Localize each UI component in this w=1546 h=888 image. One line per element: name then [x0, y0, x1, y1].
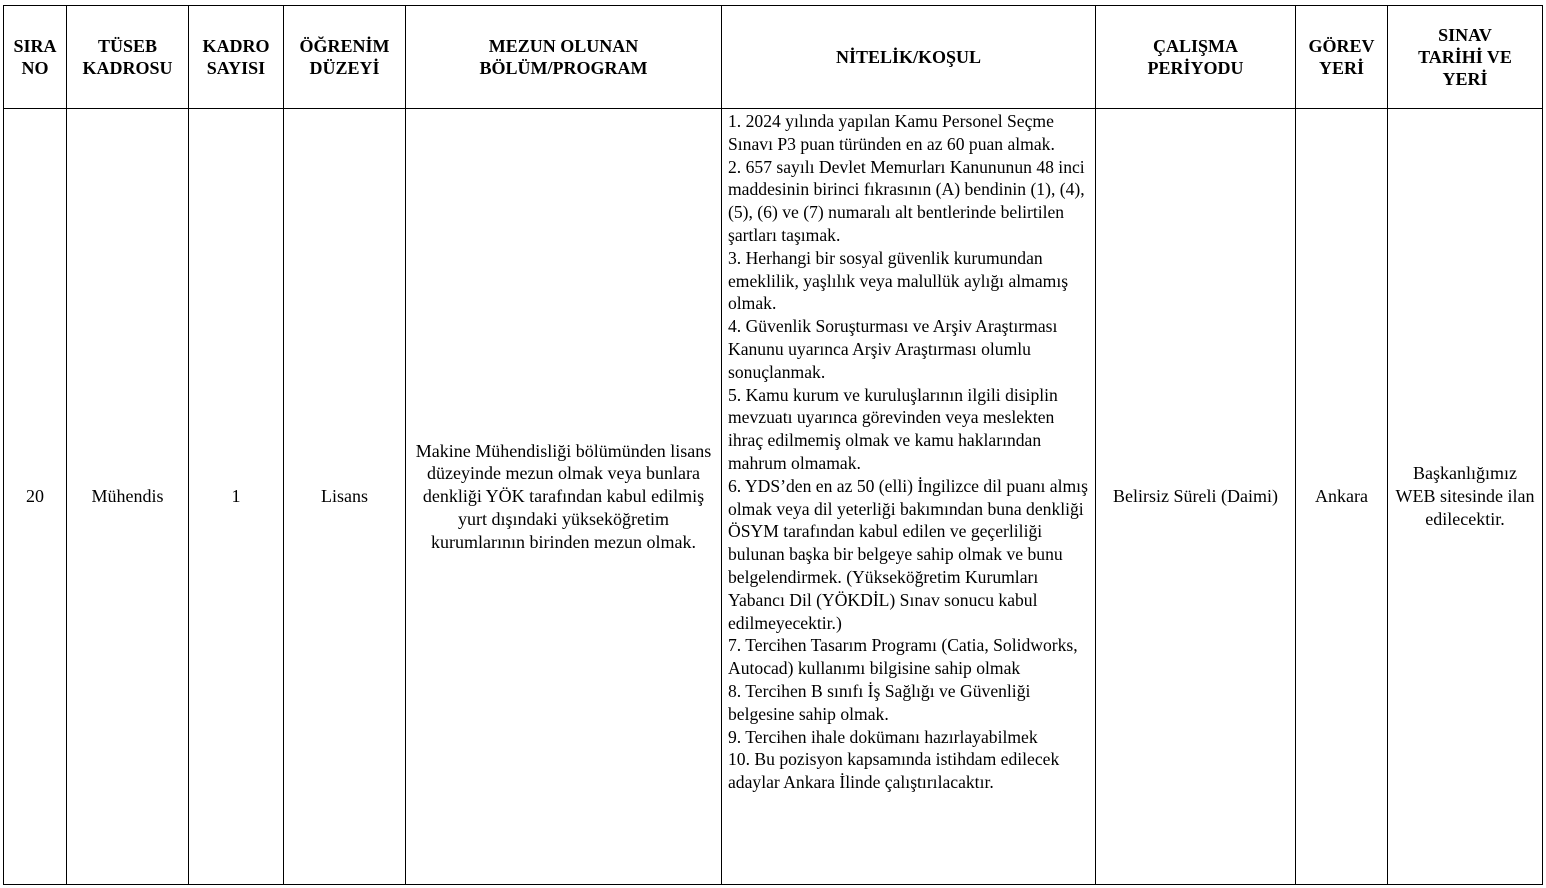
- condition-item: 7. Tercihen Tasarım Programı (Catia, Solidworks, Autocad) kullanımı bilgisine sahip olmak: [728, 635, 1082, 679]
- condition-item: 8. Tercihen B sınıfı İş Sağlığı ve Güvenliği belgesine sahip olmak.: [728, 680, 1035, 724]
- cell-ogrenim-duzeyi: Lisans: [284, 109, 406, 885]
- header-kadro: TÜSEB KADROSU: [67, 6, 189, 109]
- header-row: [4, 6, 1543, 109]
- header-gorev-yeri: GÖREV YERİ: [1296, 6, 1388, 109]
- header-kadro-sayisi: KADRO SAYISI: [189, 6, 284, 109]
- cell-calisma-periyodu: Belirsiz Süreli (Daimi): [1096, 109, 1296, 885]
- cell-sinav-tarihi: Başkanlığımız WEB sitesinde ilan edilecektir.: [1388, 109, 1543, 885]
- condition-item: 9. Tercihen ihale dokümanı hazırlayabilmek: [728, 726, 1038, 747]
- condition-item: 5. Kamu kurum ve kuruluşlarının ilgili disiplin mevzuatı uyarınca görevinden veya meslekten ihraç edilmemiş olmak ve kamu haklarından mahrum olmamak.: [728, 384, 1063, 473]
- job-posting-table: [3, 5, 1543, 885]
- header-sinav-tarihi: SINAV TARİHİ VE YERİ: [1388, 6, 1543, 109]
- header-ogrenim-duzeyi: ÖĞRENİM DÜZEYİ: [284, 6, 406, 109]
- condition-item: 3. Herhangi bir sosyal güvenlik kurumundan emeklilik, yaşlılık veya malullük aylığı almamış olmak.: [728, 247, 1073, 314]
- header-calisma-periyodu: ÇALIŞMA PERİYODU: [1096, 6, 1296, 109]
- cell-gorev-yeri: Ankara: [1296, 109, 1388, 885]
- cell-kadro: Mühendis: [67, 109, 189, 885]
- header-bolum-program: MEZUN OLUNAN BÖLÜM/PROGRAM: [406, 6, 722, 109]
- cell-sira-no: 20: [4, 109, 67, 885]
- header-nitelik-kosul: NİTELİK/KOŞUL: [722, 6, 1096, 109]
- cell-kadro-sayisi: 1: [189, 109, 284, 885]
- header-sira-no: SIRA NO: [4, 6, 67, 109]
- condition-item: 2. 657 sayılı Devlet Memurları Kanununun 48 inci maddesinin birinci fıkrasının (A) bendinin (1), (4), (5), (6) ve (7) numaralı alt bentlerinde belirtilen şartları taşımak.: [728, 156, 1090, 245]
- condition-item: 10. Bu pozisyon kapsamında istihdam edilecek adaylar Ankara İlinde çalıştırılacaktır.: [728, 749, 1064, 793]
- condition-item: 6. YDS’den en az 50 (elli) İngilizce dil puanı almış olmak veya dil yeterliği bakımından buna denkliği ÖSYM tarafından kabul edilen ve geçerliliği bulunan başka bir belgeye sahip olmak ve bunu belgelendirmek. (Yükseköğretim Kurumları Yabancı Dil (YÖKDİL) Sınav sonucu kabul edilmeyecektir.): [728, 475, 1093, 633]
- condition-item: 1. 2024 yılında yapılan Kamu Personel Seçme Sınavı P3 puan türünden en az 60 puan almak.: [728, 111, 1059, 154]
- cell-nitelik-kosul: [722, 109, 1096, 885]
- condition-item: 4. Güvenlik Soruşturması ve Arşiv Araştırması Kanunu uyarınca Arşiv Araştırması olumlu sonuçlanmak.: [728, 316, 1062, 382]
- cell-bolum-program: Makine Mühendisliği bölümünden lisans düzeyinde mezun olmak veya bunlara denkliği YÖK tarafından kabul edilmiş yurt dışındaki yükseköğretim kurumlarının birinden mezun olmak.: [406, 109, 722, 885]
- table-row: [4, 109, 1543, 885]
